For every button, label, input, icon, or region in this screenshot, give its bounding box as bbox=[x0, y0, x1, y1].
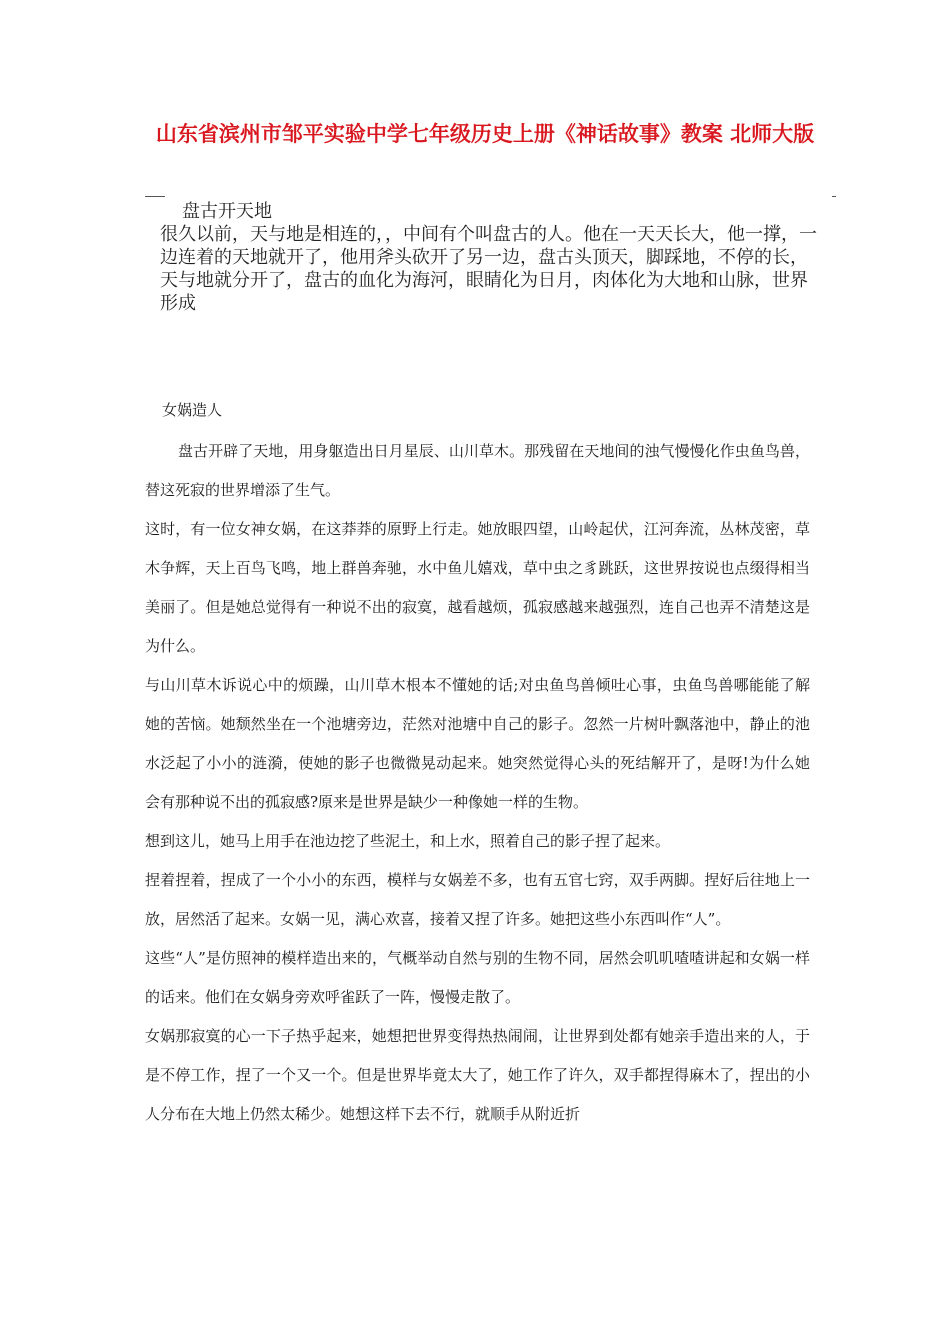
scanned-text-block bbox=[160, 200, 820, 315]
story-paragraph: 捏着捏着，捏成了一个小小的东西，模样与女娲差不多，也有五官七窍，双手两脚。捏好后往地上一放，居然活了起来。女娲一见，满心欢喜，接着又捏了许多。她把这些小东西叫作“人”。 bbox=[145, 871, 810, 928]
story-paragraph: 盘古开辟了天地，用身躯造出日月星辰、山川草木。那残留在天地间的浊气慢慢化作虫鱼鸟兽，替这死寂的世界增添了生气。 bbox=[145, 442, 810, 499]
pangu-paragraph: 很久以前，天与地是相连的，，中间有个叫盘古的人。他在一天天长大，他一撑，一边连着的天地就开了，他用斧头砍开了另一边，盘古头顶天，脚踩地，不停的长，天与地就分开了，盘古的血化为海河，眼睛化为日月，肉体化为大地和山脉，世界形成 bbox=[160, 224, 817, 314]
divider-left bbox=[145, 196, 165, 197]
story-paragraph: 与山川草木诉说心中的烦躁，山川草木根本不懂她的话;对虫鱼鸟兽倾吐心事，虫鱼鸟兽哪能能了解她的苦恼。她颓然坐在一个池塘旁边，茫然对池塘中自己的影子。忽然一片树叶飘落池中，静止的池水泛起了小小的涟漪，使她的影子也微微晃动起来。她突然觉得心头的死结解开了，是呀!为什么她会有那种说不出的孤寂感?原来是世界是缺少一种像她一样的生物。 bbox=[145, 676, 810, 811]
story-paragraph: 想到这儿，她马上用手在池边挖了些泥土，和上水，照着自己的影子捏了起来。 bbox=[145, 832, 671, 850]
divider-right bbox=[832, 196, 836, 197]
story-body bbox=[145, 400, 810, 1134]
nuwa-heading: 女娲造人 bbox=[162, 401, 223, 419]
story-paragraph: 这些“人”是仿照神的模样造出来的，气概举动自然与别的生物不同，居然会叽叽喳喳讲起和女娲一样的话来。他们在女娲身旁欢呼雀跃了一阵，慢慢走散了。 bbox=[145, 949, 810, 1006]
story-paragraph: 这时，有一位女神女娲，在这莽莽的原野上行走。她放眼四望，山岭起伏，江河奔流，丛林茂密，草木争辉，天上百鸟飞鸣，地上群兽奔驰，水中鱼儿嬉戏，草中虫之豸跳跃，这世界按说也点缀得相当美丽了。但是她总觉得有一种说不出的寂寞，越看越烦，孤寂感越来越强烈，连自己也弄不清楚这是为什么。 bbox=[145, 520, 810, 655]
story-paragraph: 女娲那寂寞的心一下子热乎起来，她想把世界变得热热闹闹，让世界到处都有她亲手造出来的人，于是不停工作，捏了一个又一个。但是世界毕竟太大了，她工作了许久，双手都捏得麻木了，捏出的小人分布在大地上仍然太稀少。她想这样下去不行，就顺手从附近折 bbox=[145, 1027, 810, 1123]
pangu-heading: 盘古开天地 bbox=[182, 201, 272, 222]
document-title: 山东省滨州市邹平实验中学七年级历史上册《神话故事》教案 北师大版 bbox=[155, 121, 815, 146]
